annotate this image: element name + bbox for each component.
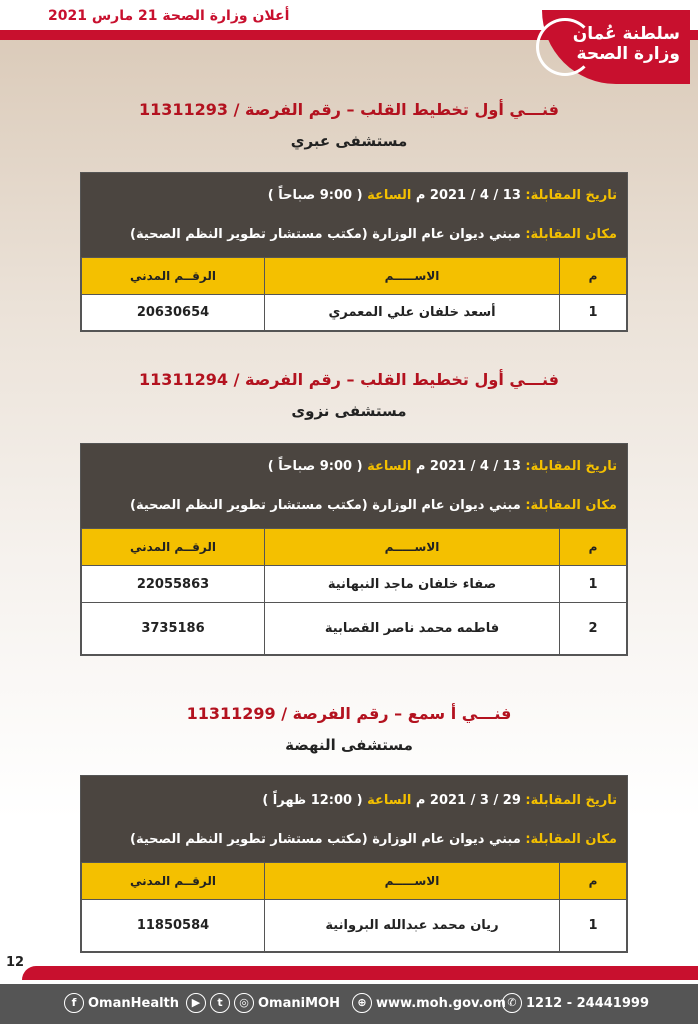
header-date: 21 مارس 2021	[48, 8, 158, 24]
candidate-name: صفاء خلفان ماجد النبهانية	[265, 566, 560, 603]
table-row	[82, 603, 627, 655]
candidates-table	[81, 862, 627, 952]
candidate-name: ريان محمد عبدالله البروانية	[265, 900, 560, 952]
section-title: فنـــي أول تخطيط القلب – رقم الفرصة / 11311293	[138, 100, 559, 119]
interview-date-line: تاريخ المقابلة: 13 / 4 / 2021 م الساعة ( 9:00 صباحاً )	[267, 459, 617, 474]
row-number: 2	[560, 603, 627, 655]
col-header-name: الاســـــم	[265, 529, 560, 566]
table-row	[82, 295, 627, 331]
col-header-name: الاســـــم	[265, 863, 560, 900]
interview-details	[81, 776, 627, 862]
civil-id: 22055863	[82, 566, 265, 603]
candidate-name: أسعد خلفان علي المعمري	[265, 295, 560, 331]
table-header-row	[82, 258, 627, 295]
hospital-name: مستشفى عبري	[290, 132, 408, 150]
table-header-row	[82, 863, 627, 900]
section-title: فنـــي أول تخطيط القلب – رقم الفرصة / 11311294	[138, 370, 559, 389]
col-header-civil-id: الرقــم المدني	[82, 863, 265, 900]
col-header-civil-id: الرقــم المدني	[82, 529, 265, 566]
interview-details	[81, 444, 627, 528]
interview-card	[80, 443, 628, 656]
candidates-table	[81, 257, 627, 331]
table-header-row	[82, 529, 627, 566]
interview-details	[81, 173, 627, 257]
facebook-icon: f	[64, 993, 84, 1013]
ministry-logo	[542, 10, 690, 84]
facebook-link[interactable]: f OmanHealth	[64, 993, 179, 1013]
civil-id: 11850584	[82, 900, 265, 952]
col-header-name: الاســـــم	[265, 258, 560, 295]
row-number: 1	[560, 900, 627, 952]
col-header-number: م	[560, 863, 627, 900]
interview-place-line: مكان المقابلة: مبني ديوان عام الوزارة (مكتب مستشار تطوير النظم الصحية)	[130, 498, 617, 513]
header-title: أعلان وزارة الصحة	[162, 8, 290, 24]
globe-icon: ⊕	[352, 993, 372, 1013]
section-title: فنـــي أ سمع – رقم الفرصة / 11311299	[186, 704, 512, 723]
col-header-number: م	[560, 258, 627, 295]
col-header-number: م	[560, 529, 627, 566]
footer-red-stripe	[22, 966, 698, 980]
website-link[interactable]: ⊕ www.moh.gov.om	[352, 993, 506, 1013]
logo-text: سلطنة عُمان وزارة الصحة	[572, 24, 680, 64]
phone-number: ✆ 1212 - 24441999	[502, 993, 649, 1013]
table-row	[82, 566, 627, 603]
row-number: 1	[560, 295, 627, 331]
instagram-icon: ◎	[234, 993, 254, 1013]
candidate-name: فاطمه محمد ناصر القصابية	[265, 603, 560, 655]
page-number: 12	[6, 955, 25, 970]
hospital-name: مستشفى نزوى	[291, 402, 407, 420]
civil-id: 20630654	[82, 295, 265, 331]
hospital-name: مستشفى النهضة	[285, 736, 413, 754]
civil-id: 3735186	[82, 603, 265, 655]
table-row	[82, 900, 627, 952]
col-header-civil-id: الرقــم المدني	[82, 258, 265, 295]
interview-place-line: مكان المقابلة: مبني ديوان عام الوزارة (مكتب مستشار تطوير النظم الصحية)	[130, 832, 617, 847]
header-text	[20, 8, 289, 24]
interview-card	[80, 775, 628, 953]
youtube-icon: ▶	[186, 993, 206, 1013]
page-header	[0, 0, 698, 92]
candidates-table	[81, 528, 627, 655]
social-handle-link[interactable]: ▶ t ◎ OmaniMOH	[186, 993, 340, 1013]
page-footer	[0, 984, 698, 1024]
interview-date-line: تاريخ المقابلة: 13 / 4 / 2021 م الساعة ( 9:00 صباحاً )	[267, 188, 617, 203]
row-number: 1	[560, 566, 627, 603]
interview-date-line: تاريخ المقابلة: 29 / 3 / 2021 م الساعة ( 12:00 ظهراً )	[262, 793, 617, 808]
interview-place-line: مكان المقابلة: مبني ديوان عام الوزارة (مكتب مستشار تطوير النظم الصحية)	[130, 227, 617, 242]
interview-card	[80, 172, 628, 332]
twitter-icon: t	[210, 993, 230, 1013]
phone-icon: ✆	[502, 993, 522, 1013]
